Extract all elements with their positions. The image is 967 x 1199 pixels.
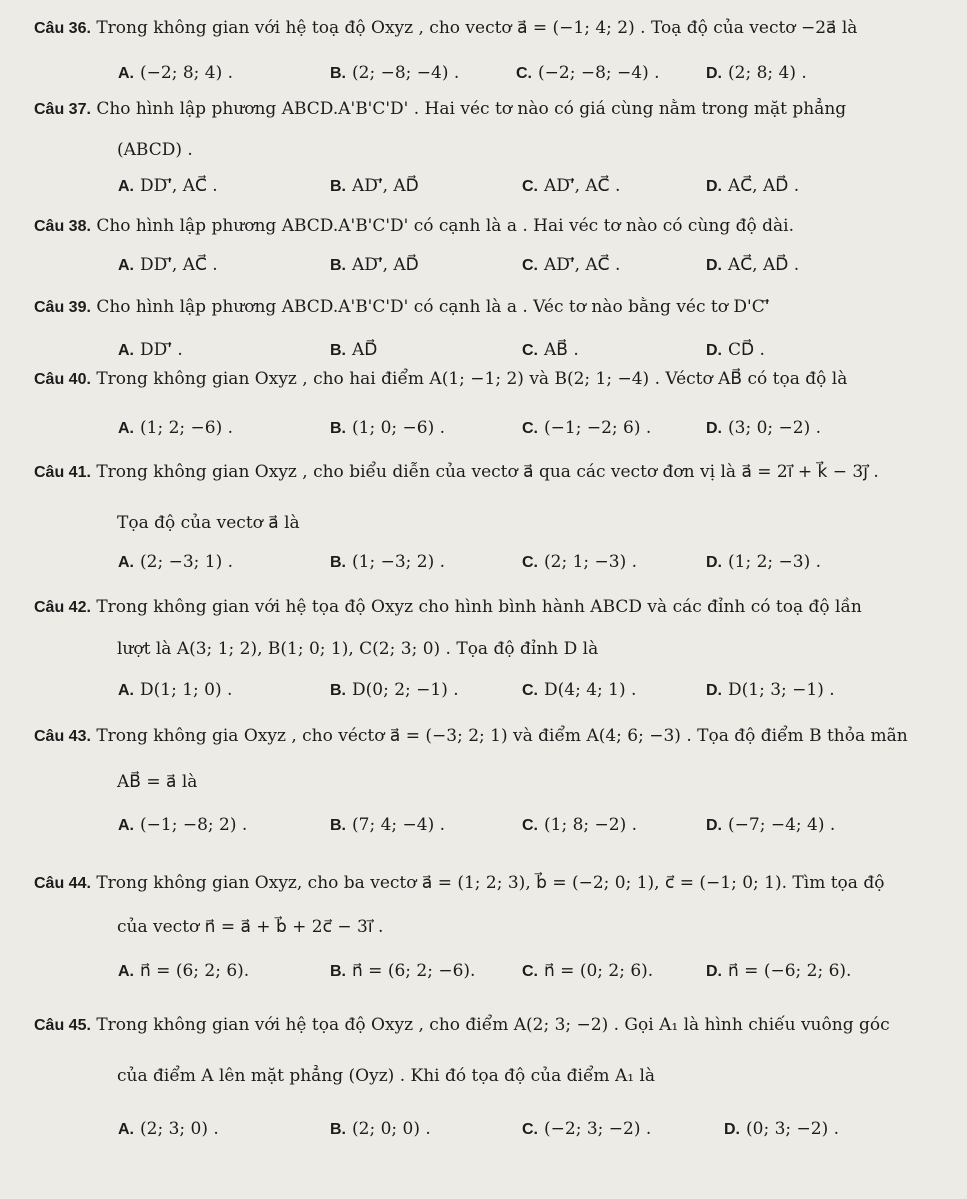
question-number: Câu 45. xyxy=(34,1017,91,1034)
question-37-stem-cont: (ABCD) . xyxy=(117,140,193,160)
question-number: Câu 40. xyxy=(34,371,91,388)
question-43-stem-cont: AB⃗ = a⃗ là xyxy=(117,772,198,792)
option-b[interactable]: B. (1; 0; −6) . xyxy=(330,418,446,438)
option-b[interactable]: B. (1; −3; 2) . xyxy=(330,552,446,572)
question-text: Trong không gian Oxyz , cho biểu diễn của vectơ a⃗ qua các vectơ đơn vị là a⃗ = 2i⃗ + k⃗ − 3j⃗ . xyxy=(96,462,879,482)
option-a[interactable]: A. (2; 3; 0) . xyxy=(118,1119,219,1139)
question-38-stem xyxy=(34,216,794,236)
question-43-stem xyxy=(34,726,908,746)
option-a[interactable]: A. DD'⃗ . xyxy=(118,340,183,360)
question-number: Câu 42. xyxy=(34,599,91,616)
option-c[interactable]: C. AB⃗ . xyxy=(522,340,579,360)
option-a[interactable]: A. (2; −3; 1) . xyxy=(118,552,234,572)
question-text: Trong không gia Oxyz , cho véctơ a⃗ = (−3; 2; 1) và điểm A(4; 6; −3) . Tọa độ điểm B thỏa mãn xyxy=(96,726,908,746)
question-text: Trong không gian Oxyz , cho hai điểm A(1; −1; 2) và B(2; 1; −4) . Véctơ AB⃗ có tọa độ là xyxy=(96,369,848,389)
option-d[interactable]: D. D(1; 3; −1) . xyxy=(706,680,835,700)
option-c[interactable]: C. AD'⃗, AC⃗ . xyxy=(522,176,621,196)
question-number: Câu 43. xyxy=(34,728,91,745)
option-d[interactable]: D. AC⃗, AD⃗ . xyxy=(706,255,800,275)
option-c[interactable]: C. n⃗ = (0; 2; 6). xyxy=(522,961,654,981)
question-text: Cho hình lập phương ABCD.A'B'C'D' . Hai véc tơ nào có giá cùng nằm trong mặt phẳng xyxy=(96,99,847,119)
option-d[interactable]: D. n⃗ = (−6; 2; 6). xyxy=(706,961,852,981)
option-b[interactable]: B. (2; 0; 0) . xyxy=(330,1119,431,1139)
option-a[interactable]: A. (1; 2; −6) . xyxy=(118,418,234,438)
option-d[interactable]: D. (2; 8; 4) . xyxy=(706,63,807,83)
option-d[interactable]: D. AC⃗, AD⃗ . xyxy=(706,176,800,196)
option-d[interactable]: D. (−7; −4; 4) . xyxy=(706,815,836,835)
question-37-stem xyxy=(34,99,846,119)
question-45-stem-cont: của điểm A lên mặt phẳng (Oyz) . Khi đó tọa độ của điểm A₁ là xyxy=(117,1066,656,1086)
option-a[interactable]: A. DD'⃗, AC⃗ . xyxy=(118,255,218,275)
question-36-stem xyxy=(34,18,857,38)
option-b[interactable]: B. n⃗ = (6; 2; −6). xyxy=(330,961,476,981)
question-42-stem xyxy=(34,597,862,617)
option-a[interactable]: A. (−2; 8; 4) . xyxy=(118,63,234,83)
question-number: Câu 44. xyxy=(34,875,91,892)
option-c[interactable]: C. (−2; −8; −4) . xyxy=(516,63,660,83)
option-d[interactable]: D. (0; 3; −2) . xyxy=(724,1119,840,1139)
option-b[interactable]: B. (7; 4; −4) . xyxy=(330,815,446,835)
question-44-stem-cont: của vectơ n⃗ = a⃗ + b⃗ + 2c⃗ − 3i⃗ . xyxy=(117,917,384,937)
option-d[interactable]: D. (1; 2; −3) . xyxy=(706,552,822,572)
option-c[interactable]: C. (2; 1; −3) . xyxy=(522,552,638,572)
option-b[interactable]: B. AD'⃗, AD⃗ xyxy=(330,176,419,196)
question-number: Câu 41. xyxy=(34,464,91,481)
question-number: Câu 39. xyxy=(34,299,91,316)
option-c[interactable]: C. D(4; 4; 1) . xyxy=(522,680,637,700)
question-42-stem-cont: lượt là A(3; 1; 2), B(1; 0; 1), C(2; 3; 0) . Tọa độ đỉnh D là xyxy=(117,639,599,659)
question-number: Câu 37. xyxy=(34,101,91,118)
option-a[interactable]: A. n⃗ = (6; 2; 6). xyxy=(118,961,250,981)
option-c[interactable]: C. (1; 8; −2) . xyxy=(522,815,638,835)
question-text: Trong không gian Oxyz, cho ba vectơ a⃗ = (1; 2; 3), b⃗ = (−2; 0; 1), c⃗ = (−1; 0; 1). Tìm tọa độ xyxy=(96,873,885,893)
option-d[interactable]: D. CD⃗ . xyxy=(706,340,765,360)
question-40-stem xyxy=(34,369,847,389)
option-b[interactable]: B. AD⃗ xyxy=(330,340,378,360)
question-number: Câu 36. xyxy=(34,20,91,37)
option-c[interactable]: C. (−2; 3; −2) . xyxy=(522,1119,652,1139)
option-c[interactable]: C. (−1; −2; 6) . xyxy=(522,418,652,438)
option-a[interactable]: A. DD'⃗, AC⃗ . xyxy=(118,176,218,196)
question-text: Trong không gian với hệ toạ độ Oxyz , cho vectơ a⃗ = (−1; 4; 2) . Toạ độ của vectơ −2a⃗ là xyxy=(96,18,858,38)
question-number: Câu 38. xyxy=(34,218,91,235)
question-text: Trong không gian với hệ tọa độ Oxyz cho hình bình hành ABCD và các đỉnh có toạ độ lần xyxy=(96,597,862,617)
question-text: Trong không gian với hệ tọa độ Oxyz , cho điểm A(2; 3; −2) . Gọi A₁ là hình chiếu vuông góc xyxy=(96,1015,890,1035)
question-41-stem xyxy=(34,462,879,482)
option-c[interactable]: C. AD'⃗, AC⃗ . xyxy=(522,255,621,275)
question-39-stem xyxy=(34,297,769,317)
question-text: Cho hình lập phương ABCD.A'B'C'D' có cạnh là a . Véc tơ nào bằng véc tơ D'C'⃗ xyxy=(96,297,770,317)
question-41-stem-cont: Tọa độ của vectơ a⃗ là xyxy=(117,513,300,533)
option-b[interactable]: B. D(0; 2; −1) . xyxy=(330,680,459,700)
question-44-stem xyxy=(34,873,884,893)
option-a[interactable]: A. (−1; −8; 2) . xyxy=(118,815,248,835)
option-b[interactable]: B. (2; −8; −4) . xyxy=(330,63,460,83)
option-b[interactable]: B. AD'⃗, AD⃗ xyxy=(330,255,419,275)
question-text: Cho hình lập phương ABCD.A'B'C'D' có cạnh là a . Hai véc tơ nào có cùng độ dài. xyxy=(96,216,795,236)
question-45-stem xyxy=(34,1015,890,1035)
option-d[interactable]: D. (3; 0; −2) . xyxy=(706,418,822,438)
option-a[interactable]: A. D(1; 1; 0) . xyxy=(118,680,233,700)
